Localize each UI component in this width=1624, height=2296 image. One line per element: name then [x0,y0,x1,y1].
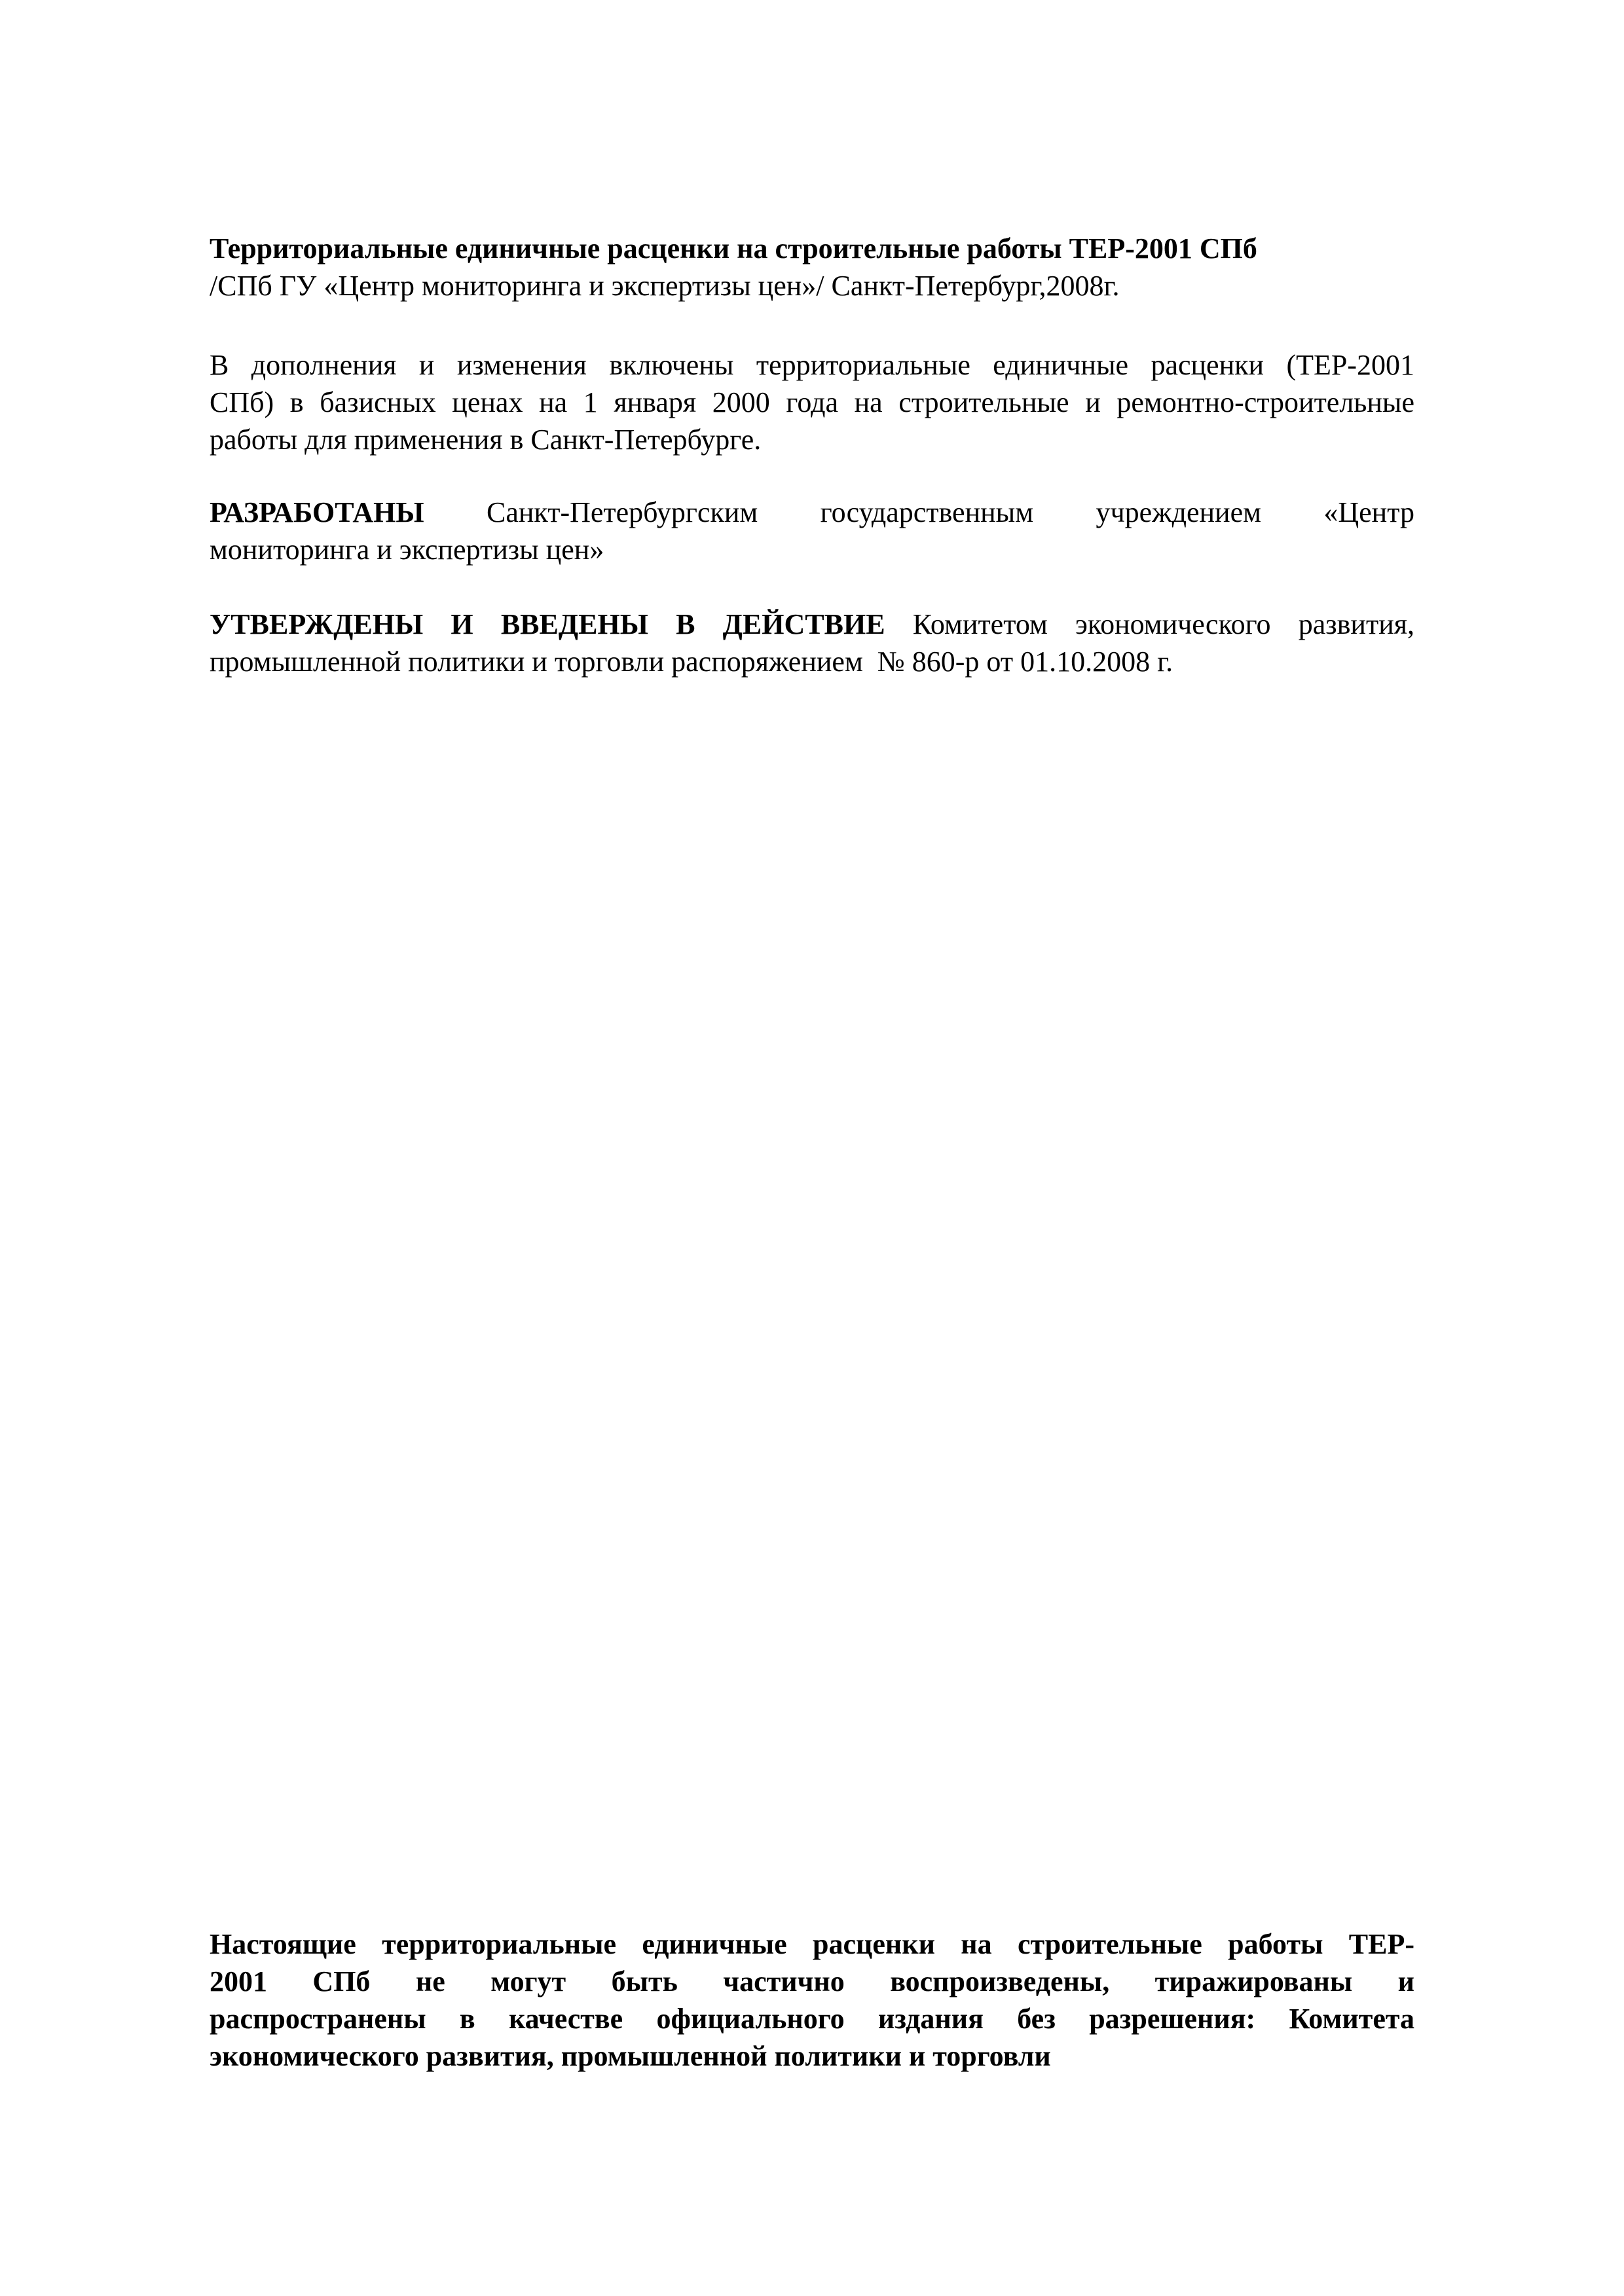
text-line [210,267,1414,304]
paragraph-additions [210,346,1414,458]
text-segment: В дополнения и изменения включены территориальные единичные расценки (ТЕР-2001 [210,349,1414,381]
bold-text-segment: экономического развития, промышленной политики и торговли [210,2040,1051,2072]
text-line [210,2037,1414,2075]
bold-text-segment: РАЗРАБОТАНЫ [210,496,424,528]
bold-text-segment: УТВЕРЖДЕНЫ И ВВЕДЕНЫ В ДЕЙСТВИЕ [210,608,885,640]
text-line [210,346,1414,384]
text-segment: мониторинга и экспертизы цен» [210,534,604,566]
text-segment: Санкт-Петербургским государственным учреждением «Центр [424,496,1414,528]
document-title [210,230,1414,304]
text-segment: промышленной политики и торговли распоряжением № 860-р от 01.10.2008 г. [210,646,1173,678]
text-segment: Комитетом экономического развития, [885,608,1414,640]
bold-text-segment: Настоящие территориальные единичные расценки на строительные работы ТЕР- [210,1928,1414,1960]
bold-text-segment: 2001 СПб не могут быть частично воспроизведены, тиражированы и [210,1965,1414,1997]
text-line [210,384,1414,421]
document-body [210,230,1414,680]
text-line [210,606,1414,643]
paragraph-developed-by [210,494,1414,568]
text-segment: работы для применения в Санкт-Петербурге. [210,424,762,456]
paragraph-copyright-notice [210,1925,1414,2075]
text-line [210,643,1414,680]
text-line [210,230,1414,267]
text-line [210,2000,1414,2037]
text-line [210,421,1414,458]
text-segment: СПб) в базисных ценах на 1 января 2000 года на строительные и ремонтно-строительные [210,386,1414,418]
text-line [210,1963,1414,2000]
text-line [210,1925,1414,1963]
text-segment: /СПб ГУ «Центр мониторинга и экспертизы цен»/ Санкт-Петербург,2008г. [210,270,1120,302]
paragraph-approved-by [210,606,1414,680]
bold-text-segment: Территориальные единичные расценки на строительные работы ТЕР-2001 СПб [210,232,1257,264]
text-line [210,494,1414,531]
bold-text-segment: распространены в качестве официального издания без разрешения: Комитета [210,2003,1414,2035]
text-line [210,531,1414,568]
